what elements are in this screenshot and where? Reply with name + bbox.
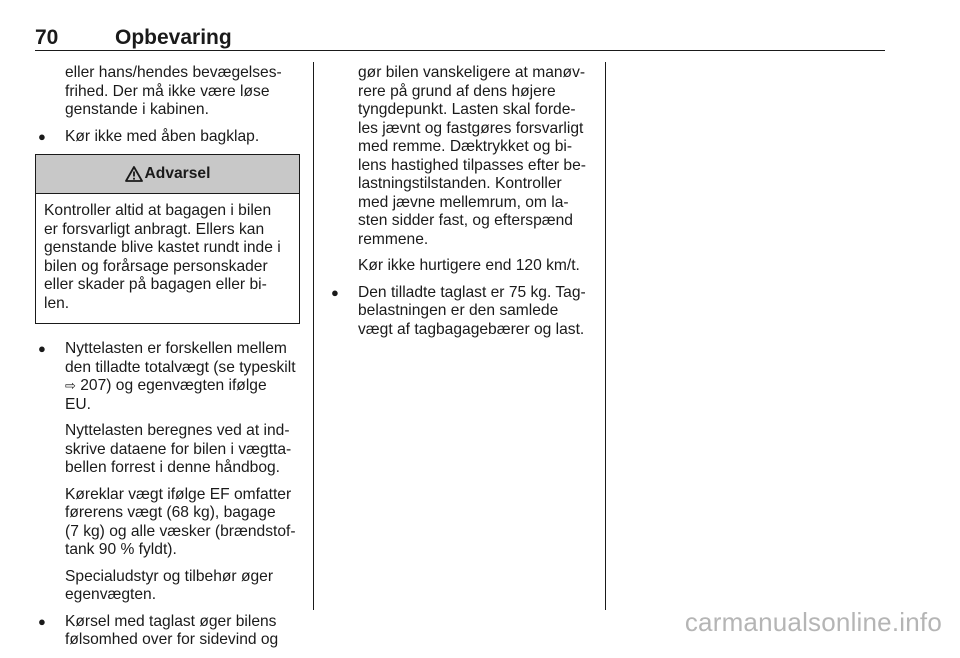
list-item: ● Den tilladte taglast er 75 kg. Tag- belastningen er den samlede vægt af tagbagagebærer og last. bbox=[331, 283, 586, 338]
warning-text: Kontroller altid at bagagen i bilen er forsvarligt anbragt. Ellers kan genstande blive kastet rundt inde i bilen og forårsage personskader eller skader på bagagen eller bi- len. bbox=[44, 202, 281, 312]
middle-column bbox=[328, 64, 596, 347]
page-number: 70 bbox=[35, 26, 59, 49]
column-divider bbox=[605, 62, 606, 610]
continued-text: gør bilen vanskeligere at manøv- rere på grund af dens højere tyngdepunkt. Lasten skal forde- les jævnt og fastgøres forsvarligt med remme. Dæktrykket og bi- lens hastighed tilpasses efter be- lastningstilstanden. Kontroller med jævne mellemrum, om la- sten sidder fast, og efterspænd remmene. bbox=[358, 64, 586, 248]
warning-title: Advarsel bbox=[144, 164, 211, 182]
bullet-icon: ● bbox=[38, 613, 46, 629]
page-header bbox=[35, 26, 885, 51]
chapter-title: Opbevaring bbox=[115, 26, 232, 49]
bullet-icon: ● bbox=[331, 284, 339, 300]
list-item: ● Nyttelasten er forskellen mellem den tilladte totalvægt (se typeskilt ⇨ 207) og egenvægten ifølge EU. bbox=[38, 340, 296, 413]
bullet-icon: ● bbox=[38, 128, 46, 144]
bullet-icon: ● bbox=[38, 341, 46, 356]
list-item: ● Kørsel med taglast øger bilens følsomhed over for sidevind og bbox=[38, 612, 279, 648]
list-item: ● Kør ikke med åben bagklap. bbox=[38, 127, 260, 145]
column-divider bbox=[313, 62, 314, 610]
watermark: carmanualsonline.info bbox=[684, 607, 942, 637]
paragraph: Specialudstyr og tilbehør øger egenvægten. bbox=[65, 567, 274, 603]
warning-box bbox=[35, 154, 300, 324]
left-column bbox=[35, 64, 300, 658]
paragraph: Kør ikke hurtigere end 120 km/t. bbox=[358, 257, 580, 274]
warning-triangle-icon bbox=[125, 166, 143, 182]
continued-text: eller hans/hendes bevægelses- frihed. Der må ikke være løse genstande i kabinen. bbox=[65, 64, 282, 118]
warning-header bbox=[36, 155, 299, 194]
page-reference[interactable]: 207) og egenvægten ifølge bbox=[75, 377, 267, 394]
page-reference-arrow-icon[interactable]: ⇨ bbox=[65, 378, 76, 393]
paragraph: Nyttelasten beregnes ved at ind- skrive dataene for bilen i vægtta- bellen forrest i denne håndbog. bbox=[65, 422, 292, 476]
paragraph: Køreklar vægt ifølge EF omfatter førerens vægt (68 kg), bagage (7 kg) og alle væsker (brændstof- tank 90 % fyldt). bbox=[65, 485, 296, 558]
